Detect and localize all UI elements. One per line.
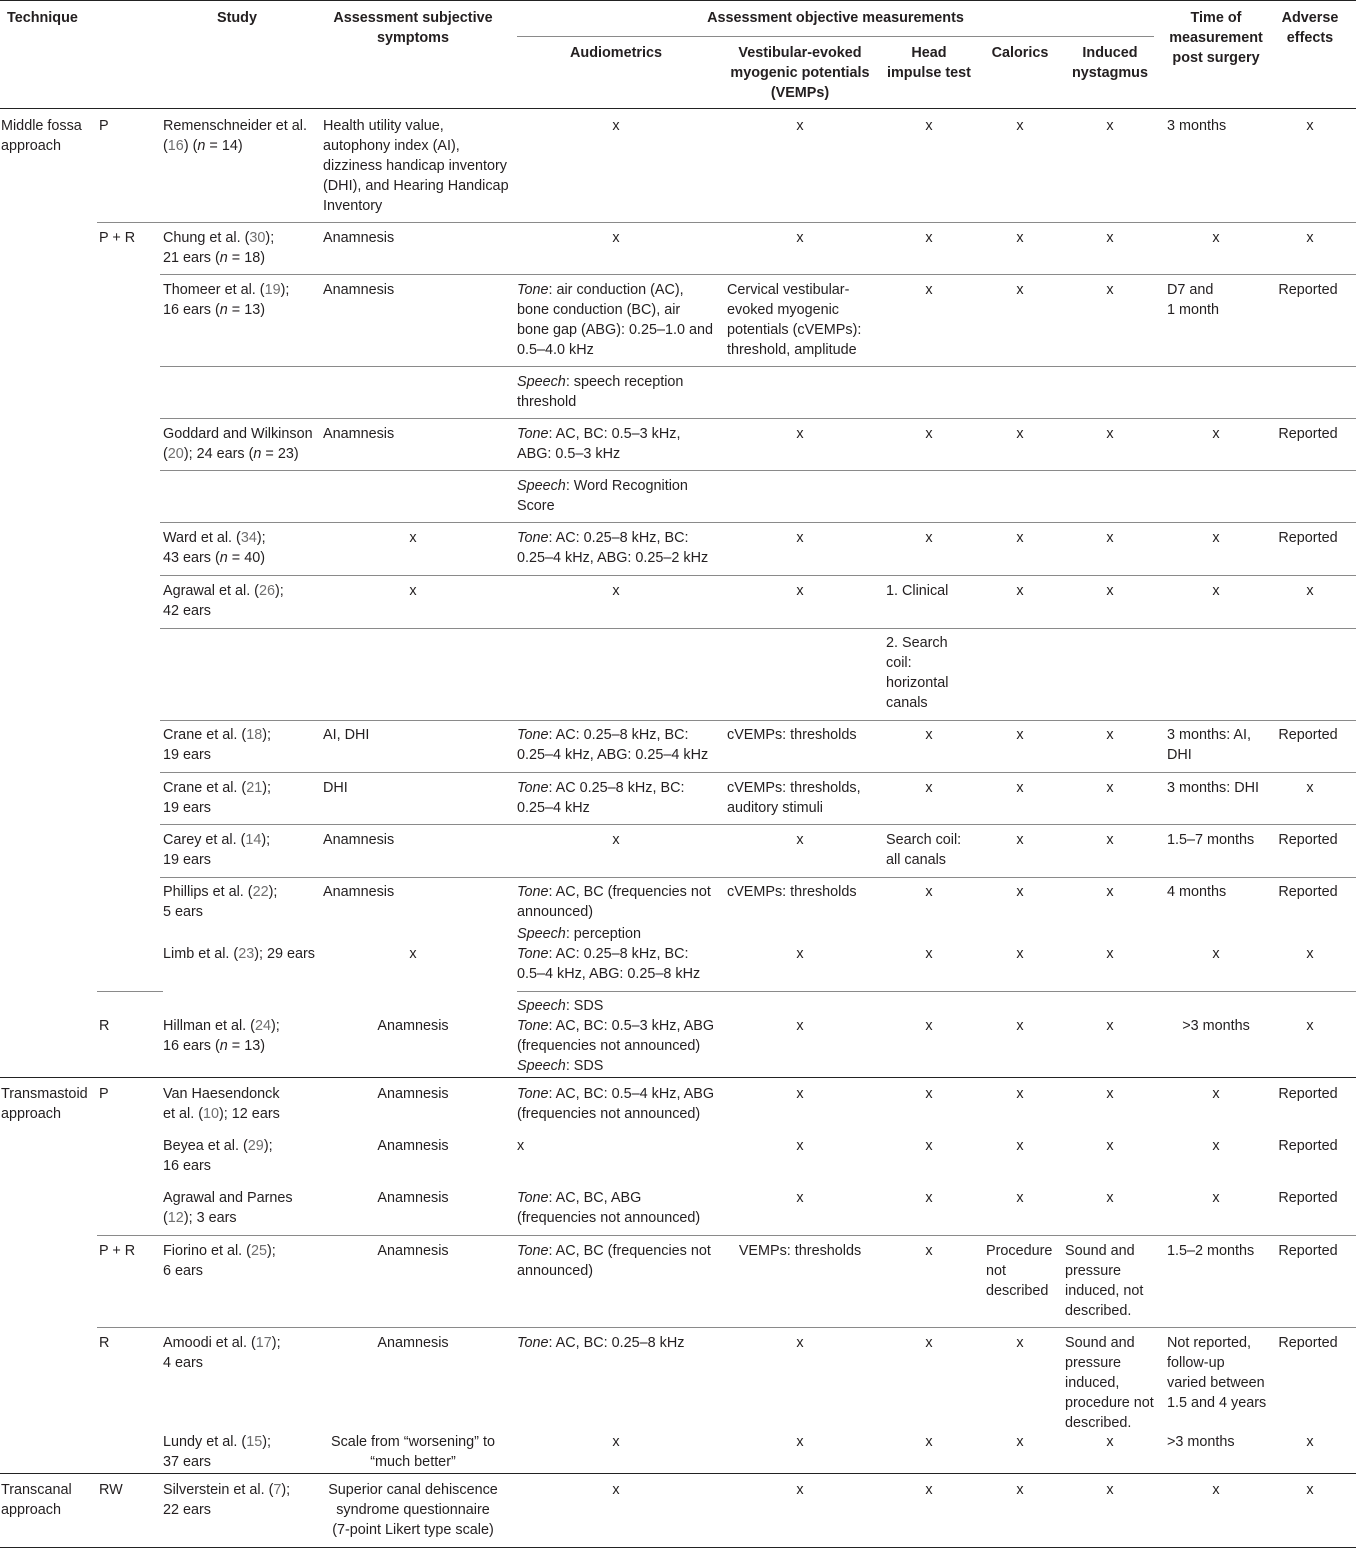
nystagmus-cell: x [1106,426,1114,442]
time-cell: x [1212,1190,1220,1206]
study-cell: Van Haesendonck et al. (10); 12 ears [163,1086,280,1122]
audiometrics-cell: x [612,230,620,246]
hit-cell: x [925,1434,933,1450]
hit-cell: x [925,884,933,900]
bottom-rule [0,1547,1356,1548]
hit-cell: x [925,1243,933,1259]
row-rule [160,418,1356,419]
adverse-cell: x [1306,230,1314,246]
hit-cell: x [925,230,933,246]
calorics-cell: x [1016,118,1024,134]
subgroup-label: P [99,1086,109,1102]
study-cell: Lundy et al. (15); 37 ears [163,1434,272,1470]
reference-link[interactable]: 23 [238,946,255,962]
time-cell: x [1212,426,1220,442]
vemps-cell: Cervical vestibular- evoked myogenic potentials (cVEMPs): threshold, amplitude [727,282,862,358]
subjective-cell: x [409,946,417,962]
audiometrics-cell: x [612,583,620,599]
header-objective: Assessment objective measurements [707,10,964,26]
audiometrics-cell: x [612,118,620,134]
hit-cell: x [925,426,933,442]
hit-cell: x [925,118,933,134]
nystagmus-cell: x [1106,780,1114,796]
audiometrics-speech-cell: Speech: speech reception threshold [517,374,684,410]
audiometrics-cell: Tone: AC: 0.25–8 kHz, BC: 0.25–4 kHz, ABG: 0.25–2 kHz [517,530,709,566]
section-rule [0,1473,1356,1474]
row-rule [160,628,1356,629]
hit-cell-2: 2. Search coil: horizontal canals [886,635,949,711]
reference-link[interactable]: 17 [255,1335,272,1351]
audiometrics-cell: Tone: AC, BC: 0.5–3 kHz, ABG: 0.5–3 kHz [517,426,681,462]
section-rule [0,1077,1356,1078]
audiometrics-cell: Tone: AC, BC: 0.5–3 kHz, ABG (frequencies not announced) [517,1018,715,1054]
study-cell: Silverstein et al. (7); 22 ears [163,1482,291,1518]
audiometrics-speech-cell: Speech: SDS [517,998,604,1014]
audiometrics-cell: Tone: air conduction (AC), bone conduction (BC), air bone gap (ABG): 0.25–1.0 and 0.5–4.0 kHz [517,282,714,358]
header-time: Time of measurement post surgery [1169,10,1263,66]
time-cell: x [1212,1482,1220,1498]
calorics-cell: x [1016,1482,1024,1498]
time-cell: x [1212,946,1220,962]
calorics-cell: x [1016,946,1024,962]
time-cell: x [1212,1138,1220,1154]
study-cell: Carey et al. (14); 19 ears [163,832,271,868]
adverse-cell: x [1306,118,1314,134]
hit-cell: x [925,1018,933,1034]
time-cell: 1.5–2 months [1167,1243,1255,1259]
reference-link[interactable]: 25 [250,1243,267,1259]
subgroup-label: RW [99,1482,123,1498]
header-adverse: Adverse effects [1281,10,1339,46]
vemps-cell: cVEMPs: thresholds [727,727,857,743]
study-cell: Phillips et al. (22); 5 ears [163,884,278,920]
study-cell: Thomeer et al. (19); 16 ears (n = 13) [163,282,290,318]
time-cell: x [1212,583,1220,599]
vemps-cell: x [796,583,804,599]
calorics-cell: x [1016,1335,1024,1351]
reference-link[interactable]: 26 [258,583,275,599]
reference-link[interactable]: 16 [167,138,184,154]
vemps-cell: x [796,832,804,848]
technique-middle-fossa: Middle fossa approach [1,118,82,154]
study-cell: Ward et al. (34); 43 ears (n = 40) [163,530,266,566]
audiometrics-cell: x [612,832,620,848]
reference-link[interactable]: 14 [245,832,262,848]
time-cell: 3 months: AI, DHI [1167,727,1251,763]
audiometrics-speech-cell: Speech: Word Recognition Score [517,478,688,514]
calorics-cell: x [1016,1138,1024,1154]
adverse-cell: x [1306,1018,1314,1034]
study-cell: Remenschneider et al. (16) (n = 14) [163,118,307,154]
subgroup-label: R [99,1018,110,1034]
calorics-cell: x [1016,1434,1024,1450]
calorics-cell: x [1016,583,1024,599]
nystagmus-cell: x [1106,230,1114,246]
calorics-cell: x [1016,1086,1024,1102]
nystagmus-cell: x [1106,530,1114,546]
subjective-cell: AI, DHI [323,727,370,743]
audiometrics-cell: Tone: AC: 0.25–8 kHz, BC: 0.5–4 kHz, ABG: 0.25–8 kHz [517,946,701,982]
time-cell: >3 months [1167,1434,1235,1450]
hit-cell: x [925,530,933,546]
subjective-cell: Health utility value, autophony index (AI), dizziness handicap inventory (DHI), and Hearing Handicap Inventory [323,118,509,214]
vemps-cell: x [796,1434,804,1450]
reference-link[interactable]: 7 [273,1482,282,1498]
calorics-cell: x [1016,530,1024,546]
subjective-cell: Anamnesis [323,426,395,442]
row-rule [160,720,1356,721]
subjective-cell: Anamnesis [323,832,395,848]
audiometrics-cell: Tone: AC 0.25–8 kHz, BC: 0.25–4 kHz [517,780,685,816]
time-cell: 4 months [1167,884,1227,900]
subjective-cell: Anamnesis [323,282,395,298]
calorics-cell: x [1016,230,1024,246]
vemps-cell: x [796,1018,804,1034]
row-rule [160,366,1356,367]
nystagmus-cell: x [1106,1018,1114,1034]
adverse-cell: Reported [1278,884,1338,900]
subjective-cell: Anamnesis [323,230,395,246]
calorics-cell: x [1016,727,1024,743]
audiometrics-cell: Tone: AC, BC (frequencies not announced) [517,1243,711,1279]
row-rule [97,991,163,992]
nystagmus-cell: x [1106,884,1114,900]
nystagmus-cell: x [1106,1434,1114,1450]
study-cell: Goddard and Wilkinson (20); 24 ears (n = 23) [163,426,313,462]
time-cell: x [1212,1086,1220,1102]
hit-cell: x [925,727,933,743]
subjective-cell: Anamnesis [377,1190,449,1206]
vemps-cell: x [796,1335,804,1351]
adverse-cell: x [1306,780,1314,796]
technique-transcanal: Transcanal approach [1,1482,72,1518]
row-rule [160,470,1356,471]
reference-link[interactable]: 18 [246,727,263,743]
reference-link[interactable]: 20 [167,446,184,462]
audiometrics-cell: Tone: AC, BC (frequencies not announced) [517,884,711,920]
hit-cell: x [925,1086,933,1102]
study-cell: Hillman et al. (24); 16 ears (n = 13) [163,1018,280,1054]
study-cell: Chung et al. (30); 21 ears (n = 18) [163,230,275,266]
subgroup-label: P [99,118,109,134]
reference-link[interactable]: 22 [252,884,269,900]
vemps-cell: x [796,230,804,246]
subjective-cell: Scale from “worsening” to “much better” [331,1434,495,1470]
audiometrics-cell: Tone: AC, BC: 0.5–4 kHz, ABG (frequencies not announced) [517,1086,715,1122]
adverse-cell: Reported [1278,282,1338,298]
header-study: Study [217,10,257,26]
study-cell: Agrawal and Parnes (12); 3 ears [163,1190,293,1226]
calorics-cell: x [1016,780,1024,796]
adverse-cell: Reported [1278,426,1338,442]
reference-link[interactable]: 19 [264,282,281,298]
reference-link[interactable]: 12 [167,1210,184,1226]
header-technique: Technique [7,10,78,26]
reference-link[interactable]: 24 [254,1018,271,1034]
nystagmus-cell: x [1106,946,1114,962]
vemps-cell: VEMPs: thresholds [738,1243,862,1259]
hit-cell: x [925,1482,933,1498]
row-rule [160,522,1356,523]
row-rule [160,824,1356,825]
top-rule [0,0,1356,1]
adverse-cell: Reported [1278,727,1338,743]
audiometrics-cell: x [612,1482,620,1498]
hit-cell: x [925,780,933,796]
nystagmus-cell: x [1106,1138,1114,1154]
calorics-cell: Procedure not described [986,1243,1053,1299]
audiometrics-cell: Tone: AC, BC: 0.25–8 kHz [517,1335,685,1351]
vemps-cell: x [796,1190,804,1206]
subjective-cell: Anamnesis [377,1138,449,1154]
nystagmus-cell: Sound and pressure induced, not described. [1065,1243,1144,1319]
hit-cell: x [925,1190,933,1206]
subjective-cell: Anamnesis [377,1243,449,1259]
study-cell: Agrawal et al. (26); 42 ears [163,583,284,619]
nystagmus-cell: x [1106,282,1114,298]
reference-link[interactable]: 29 [247,1138,264,1154]
vemps-cell: cVEMPs: thresholds [727,884,857,900]
adverse-cell: Reported [1278,530,1338,546]
subgroup-label: R [99,1335,110,1351]
study-cell: Fiorino et al. (25); 6 ears [163,1243,276,1279]
hit-cell: x [925,282,933,298]
nystagmus-cell: x [1106,1190,1114,1206]
vemps-cell: x [796,1086,804,1102]
nystagmus-cell: x [1106,1086,1114,1102]
subjective-cell: Anamnesis [377,1018,449,1034]
time-cell: D7 and 1 month [1167,282,1219,318]
reference-link[interactable]: 30 [249,230,266,246]
study-cell: Crane et al. (21); 19 ears [163,780,271,816]
subjective-cell: DHI [323,780,348,796]
calorics-cell: x [1016,1190,1024,1206]
audiometrics-cell: x [517,1138,525,1154]
nystagmus-cell: x [1106,583,1114,599]
nystagmus-cell: x [1106,1482,1114,1498]
subgroup-label: P + R [99,230,136,246]
row-rule [160,575,1356,576]
adverse-cell: Reported [1278,1335,1338,1351]
adverse-cell: Reported [1278,1086,1338,1102]
subjective-cell: Superior canal dehiscence syndrome questionnaire (7-point Likert type scale) [328,1482,498,1538]
subjective-cell: Anamnesis [377,1335,449,1351]
row-rule [97,1327,1356,1328]
calorics-cell: x [1016,426,1024,442]
adverse-cell: x [1306,583,1314,599]
header-head-impulse: Head impulse test [887,45,971,81]
audiometrics-speech-cell: Speech: perception [517,926,642,942]
calorics-cell: x [1016,282,1024,298]
row-rule [160,274,1356,275]
vemps-cell: x [796,426,804,442]
row-rule [160,772,1356,773]
time-cell: >3 months [1182,1018,1250,1034]
header-audiometrics: Audiometrics [570,45,662,61]
audiometrics-cell: x [612,1434,620,1450]
adverse-cell: x [1306,946,1314,962]
calorics-cell: x [1016,832,1024,848]
time-cell: 3 months: DHI [1167,780,1259,796]
audiometrics-cell: Tone: AC, BC, ABG (frequencies not announced) [517,1190,701,1226]
study-cell: Beyea et al. (29); 16 ears [163,1138,273,1174]
hit-cell: x [925,1138,933,1154]
reference-link[interactable]: 10 [203,1106,220,1122]
calorics-cell: x [1016,1018,1024,1034]
hit-cell: x [925,946,933,962]
vemps-cell: x [796,530,804,546]
time-cell: x [1212,530,1220,546]
reference-link[interactable]: 15 [246,1434,263,1450]
nystagmus-cell: x [1106,118,1114,134]
subjective-cell: x [409,530,417,546]
adverse-cell: Reported [1278,832,1338,848]
row-rule [517,991,1356,992]
subgroup-label: P + R [99,1243,136,1259]
subjective-cell: Anamnesis [377,1086,449,1102]
header-bottom-rule [0,108,1356,109]
header-nystagmus: Induced nystagmus [1072,45,1148,81]
hit-cell: x [925,1335,933,1351]
adverse-cell: Reported [1278,1190,1338,1206]
row-rule [97,222,1356,223]
study-cell: Amoodi et al. (17); 4 ears [163,1335,281,1371]
adverse-cell: Reported [1278,1243,1338,1259]
header-subjective: Assessment subjective symptoms [333,10,493,46]
row-rule [160,877,1356,878]
adverse-cell: Reported [1278,1138,1338,1154]
study-cell: Limb et al. (23); 29 ears [163,946,315,962]
adverse-cell: x [1306,1434,1314,1450]
time-cell: 1.5–7 months [1167,832,1255,848]
nystagmus-cell: x [1106,727,1114,743]
calorics-cell: x [1016,884,1024,900]
vemps-cell: cVEMPs: thresholds, auditory stimuli [727,780,861,816]
hit-cell: Search coil: all canals [886,832,962,868]
reference-link[interactable]: 21 [246,780,263,796]
subjective-cell: x [409,583,417,599]
vemps-cell: x [796,1482,804,1498]
time-cell: x [1212,230,1220,246]
time-cell: 3 months [1167,118,1227,134]
vemps-cell: x [796,1138,804,1154]
subjective-cell: Anamnesis [323,884,395,900]
header-vemps: Vestibular-evoked myogenic potentials (VEMPs) [730,45,870,101]
audiometrics-speech-cell: Speech: SDS [517,1058,604,1074]
reference-link[interactable]: 34 [240,530,257,546]
audiometrics-cell: Tone: AC: 0.25–8 kHz, BC: 0.25–4 kHz, ABG: 0.25–4 kHz [517,727,709,763]
adverse-cell: x [1306,1482,1314,1498]
vemps-cell: x [796,118,804,134]
technique-transmastoid: Transmastoid approach [1,1086,88,1122]
nystagmus-cell: x [1106,832,1114,848]
row-rule [97,1235,1356,1236]
time-cell: Not reported, follow-up varied between 1.5 and 4 years [1167,1335,1267,1411]
objective-header-rule [517,36,1154,37]
nystagmus-cell: Sound and pressure induced, procedure not described. [1065,1335,1154,1431]
study-cell: Crane et al. (18); 19 ears [163,727,271,763]
hit-cell: 1. Clinical [886,583,949,599]
header-calorics: Calorics [991,45,1049,61]
vemps-cell: x [796,946,804,962]
